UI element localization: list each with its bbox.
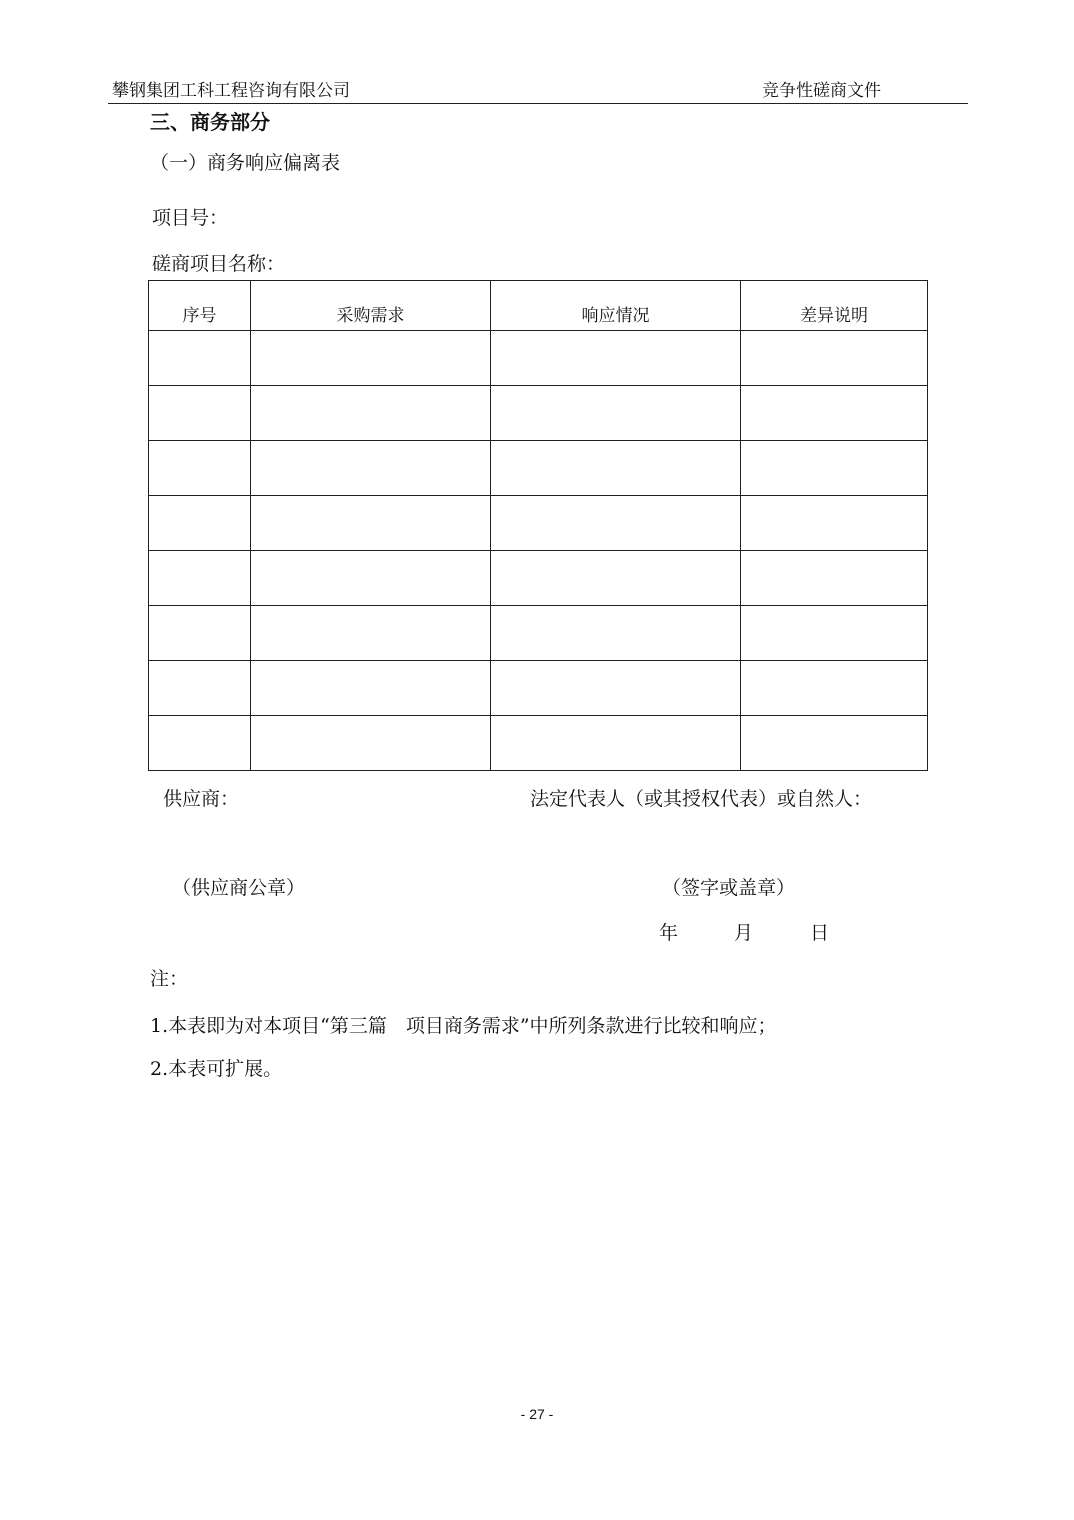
col-header-requirement: 采购需求 <box>251 281 491 331</box>
table-cell[interactable] <box>149 386 251 441</box>
header-company: 攀钢集团工科工程咨询有限公司 <box>112 81 350 101</box>
table-cell[interactable] <box>741 386 928 441</box>
deviation-table <box>148 280 928 771</box>
table-cell[interactable] <box>251 496 491 551</box>
note-item: 1.本表即为对本项目“第三篇 项目商务需求”中所列条款进行比较和响应； <box>150 1015 777 1037</box>
table-row <box>149 661 928 716</box>
project-no-label: 项目号： <box>152 207 229 229</box>
table-cell[interactable] <box>741 496 928 551</box>
note-item: 2.本表可扩展。 <box>150 1058 283 1080</box>
table-cell[interactable] <box>491 331 741 386</box>
table-cell[interactable] <box>741 551 928 606</box>
table-cell[interactable] <box>741 331 928 386</box>
table-cell[interactable] <box>491 386 741 441</box>
section-title: 三、商务部分 <box>150 110 270 134</box>
table-cell[interactable] <box>149 716 251 771</box>
table-cell[interactable] <box>251 386 491 441</box>
table-cell[interactable] <box>491 551 741 606</box>
table-cell[interactable] <box>491 606 741 661</box>
table-cell[interactable] <box>251 441 491 496</box>
table-cell[interactable] <box>741 716 928 771</box>
table-cell[interactable] <box>491 661 741 716</box>
date-day: 日 <box>810 922 830 944</box>
table-cell[interactable] <box>149 496 251 551</box>
table-cell[interactable] <box>741 606 928 661</box>
table-cell[interactable] <box>149 661 251 716</box>
table-cell[interactable] <box>491 441 741 496</box>
notes-title: 注： <box>150 968 189 990</box>
table-cell[interactable] <box>251 716 491 771</box>
table-cell[interactable] <box>251 331 491 386</box>
col-header-response: 响应情况 <box>491 281 741 331</box>
table-cell[interactable] <box>149 441 251 496</box>
table-row <box>149 441 928 496</box>
section-subtitle: （一）商务响应偏离表 <box>150 152 341 174</box>
date-year: 年 <box>659 922 679 944</box>
table-cell[interactable] <box>251 551 491 606</box>
supplier-label: 供应商： <box>163 788 240 810</box>
table-row <box>149 386 928 441</box>
header-doc-type: 竞争性磋商文件 <box>762 81 881 101</box>
table-row <box>149 551 928 606</box>
header-divider <box>108 103 968 104</box>
date-month: 月 <box>734 922 754 944</box>
table-cell[interactable] <box>491 716 741 771</box>
table-cell[interactable] <box>149 606 251 661</box>
table-row <box>149 606 928 661</box>
project-name-label: 磋商项目名称： <box>152 253 286 275</box>
table-cell[interactable] <box>251 661 491 716</box>
table-cell[interactable] <box>149 331 251 386</box>
table-cell[interactable] <box>491 496 741 551</box>
table-cell[interactable] <box>741 661 928 716</box>
table-row <box>149 716 928 771</box>
col-header-seq: 序号 <box>149 281 251 331</box>
sign-or-seal-label: （签字或盖章） <box>662 877 796 899</box>
table-cell[interactable] <box>251 606 491 661</box>
table-row <box>149 496 928 551</box>
table-header-row <box>149 281 928 331</box>
table-row <box>149 331 928 386</box>
table-cell[interactable] <box>741 441 928 496</box>
table-cell[interactable] <box>149 551 251 606</box>
col-header-difference: 差异说明 <box>741 281 928 331</box>
legal-rep-label: 法定代表人（或其授权代表）或自然人： <box>530 788 873 810</box>
supplier-seal-label: （供应商公章） <box>172 877 306 899</box>
page-number: - 27 - <box>520 1406 554 1422</box>
